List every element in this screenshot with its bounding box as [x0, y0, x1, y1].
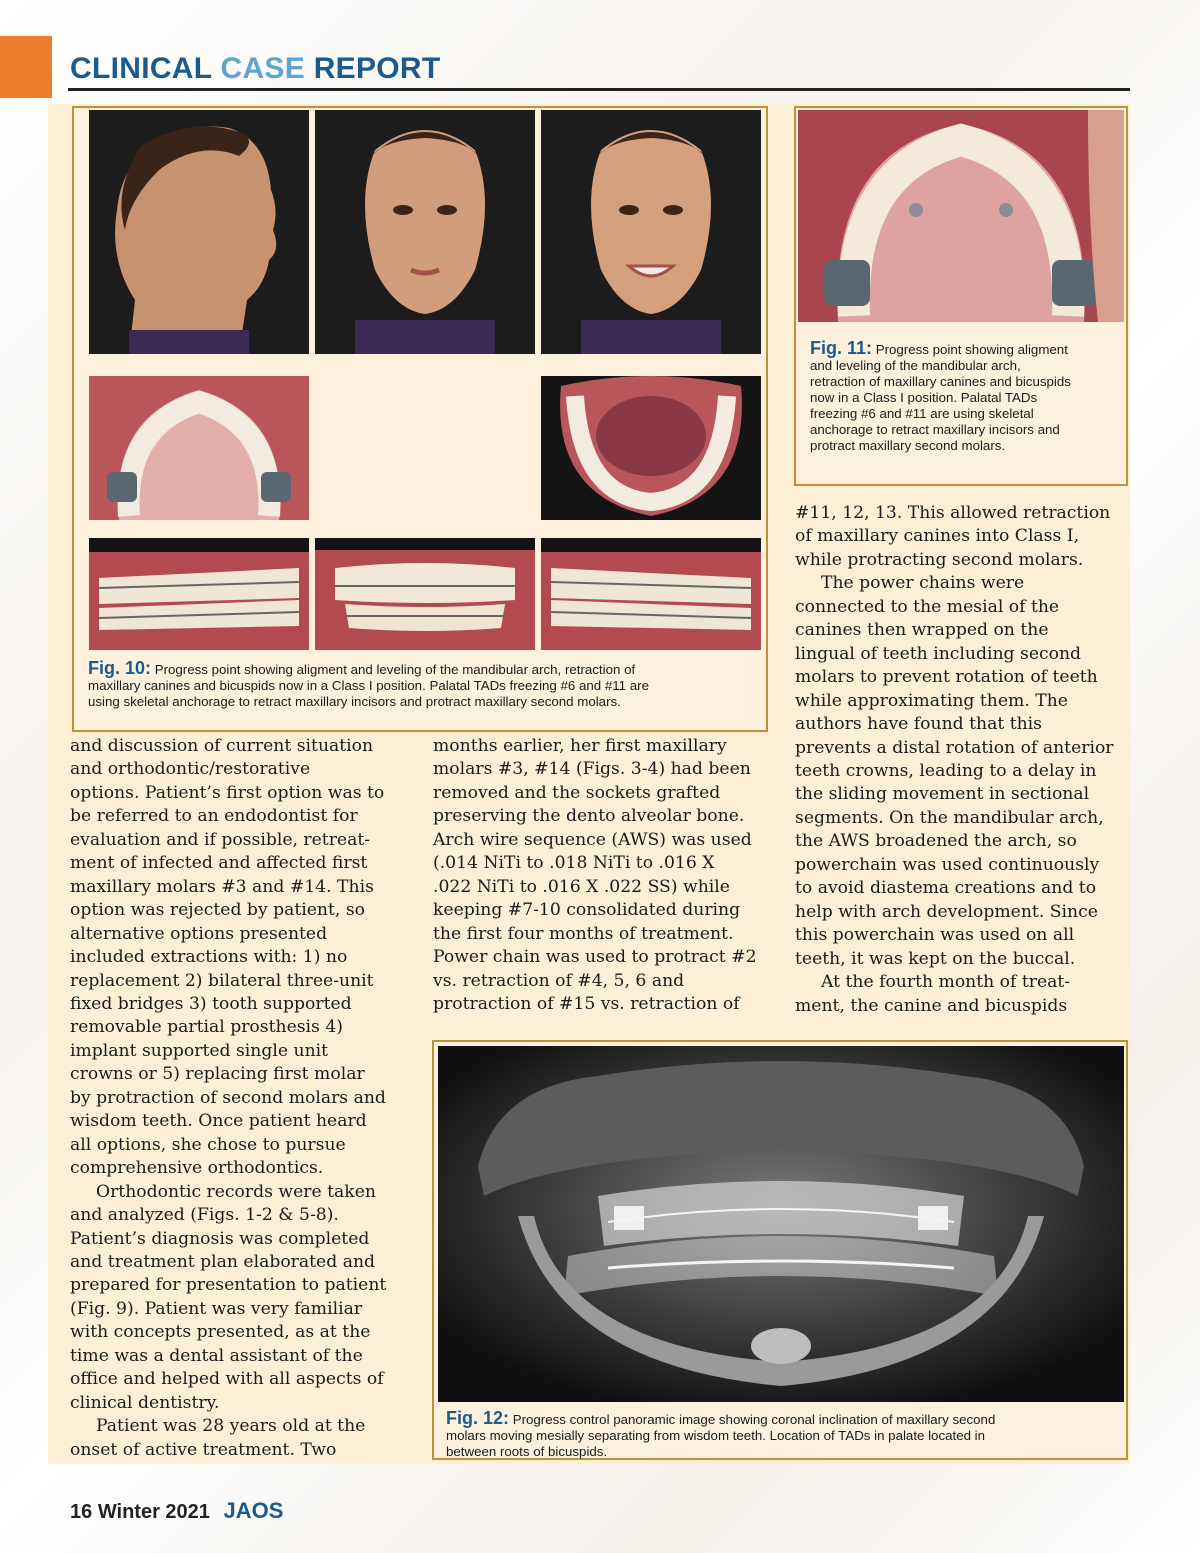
upper-occlusal-photo	[89, 376, 309, 520]
body-line: (Fig. 9). Patient was very familiar	[70, 1298, 363, 1319]
body-line: alternative options presented	[70, 923, 328, 944]
body-line: and orthodontic/restorative	[70, 759, 311, 780]
figure-12-caption	[446, 1410, 1122, 1460]
lower-occlusal-photo	[541, 376, 761, 520]
body-line: vs. retraction of #4, 5, 6 and	[433, 970, 685, 991]
figure-11	[794, 106, 1128, 486]
header-word-clinical: CLINICAL	[70, 52, 212, 85]
figure-10-caption-line: using skeletal anchorage to retract maxillary incisors and protract maxillary second molars.	[88, 694, 621, 709]
panoramic-xray	[438, 1046, 1124, 1402]
body-line: help with arch development. Since	[795, 901, 1098, 922]
body-line: clinical dentistry.	[70, 1392, 220, 1413]
body-column-3	[795, 502, 1135, 1018]
facial-profile-photo	[89, 110, 309, 354]
body-line: Patient’s diagnosis was completed	[70, 1228, 370, 1249]
body-line: .022 NiTi to .016 X .022 SS) while	[433, 876, 730, 897]
body-line: maxillary molars #3 and #14. This	[70, 876, 374, 897]
body-line: all options, she chose to pursue	[70, 1134, 346, 1155]
figure-10-caption	[88, 660, 768, 710]
figure-11-label: Fig. 11:	[810, 338, 873, 358]
body-line: molars to prevent rotation of teeth	[795, 667, 1098, 688]
body-line: this powerchain was used on all	[795, 925, 1075, 946]
body-line: ment, the canine and bicuspids	[795, 995, 1068, 1016]
figure-11-caption-line: retraction of maxillary canines and bicuspids	[810, 374, 1071, 389]
body-line: replacement 2) bilateral three-unit	[70, 970, 374, 991]
figure-11-caption-line: Progress point showing aligment	[875, 342, 1068, 357]
body-line: by protraction of second molars and	[70, 1087, 386, 1108]
facial-frontal-photo	[315, 110, 535, 354]
body-column-1	[70, 735, 420, 1462]
body-line: protraction of #15 vs. retraction of	[433, 993, 740, 1014]
body-line: the AWS broadened the arch, so	[795, 831, 1077, 852]
body-line: prevents a distal rotation of anterior	[795, 737, 1114, 758]
figure-12-caption-line: Progress control panoramic image showing coronal inclination of maxillary second	[512, 1412, 996, 1427]
body-line: the sliding movement in sectional	[795, 784, 1090, 805]
body-line: be referred to an endodontist for	[70, 806, 358, 827]
body-line: authors have found that this	[795, 714, 1043, 735]
body-line: connected to the mesial of the	[795, 596, 1060, 617]
header-word-case: CASE	[220, 52, 306, 85]
body-line: and treatment plan elaborated and	[70, 1251, 376, 1272]
figure-11-caption-line: now in a Class I position. Palatal TADs	[810, 390, 1038, 405]
header-rule	[68, 88, 1130, 91]
body-line: the first four months of treatment.	[433, 923, 734, 944]
right-buccal-photo	[89, 538, 309, 650]
body-line: and analyzed (Figs. 1-2 & 5-8).	[70, 1205, 339, 1226]
figure-12-label: Fig. 12:	[446, 1408, 510, 1428]
page-footer	[70, 1498, 283, 1524]
body-line: canines then wrapped on the	[795, 620, 1049, 641]
journal-brand: JAOS	[223, 1498, 284, 1523]
body-line: ment of infected and affected first	[70, 853, 368, 874]
body-line: comprehensive orthodontics.	[70, 1158, 324, 1179]
body-line: onset of active treatment. Two	[70, 1439, 337, 1460]
figure-11-caption-line: anchorage to retract maxillary incisors and	[810, 422, 1060, 437]
figure-10	[72, 106, 768, 732]
body-line: teeth crowns, leading to a delay in	[795, 760, 1097, 781]
body-line: while approximating them. The	[795, 690, 1068, 711]
body-line: Arch wire sequence (AWS) was used	[433, 829, 752, 850]
upper-arch-palatal-photo	[798, 110, 1124, 322]
body-line: Power chain was used to protract #2	[433, 947, 757, 968]
body-line: At the fourth month of treat-	[821, 972, 1071, 993]
figure-11-caption-line: protract maxillary second molars.	[810, 438, 1006, 453]
body-line: (.014 NiTi to .018 NiTi to .016 X	[433, 853, 715, 874]
figure-10-caption-line: maxillary canines and bicuspids now in a Class I position. Palatal TADs freezing #6 and #11 are	[88, 678, 649, 693]
header-word-report: REPORT	[313, 52, 441, 85]
section-color-tab	[0, 36, 52, 98]
body-line: removed and the sockets grafted	[433, 782, 721, 803]
body-line: The power chains were	[821, 573, 1025, 594]
body-line: to avoid diastema creations and to	[795, 878, 1097, 899]
body-line: office and helped with all aspects of	[70, 1369, 384, 1390]
figure-12-caption-line: molars moving mesially separating from wisdom teeth. Location of TADs in palate located in	[446, 1428, 986, 1443]
body-line: time was a dental assistant of the	[70, 1345, 363, 1366]
body-line: molars #3, #14 (Figs. 3-4) had been	[433, 759, 751, 780]
body-line: teeth, it was kept on the buccal.	[795, 948, 1076, 969]
body-line: implant supported single unit	[70, 1040, 329, 1061]
left-buccal-photo	[541, 538, 761, 650]
body-line: segments. On the mandibular arch,	[795, 807, 1104, 828]
body-line: wisdom teeth. Once patient heard	[70, 1111, 367, 1132]
body-line: keeping #7-10 consolidated during	[433, 900, 741, 921]
figure-10-label: Fig. 10:	[88, 658, 152, 678]
page-number: 16	[70, 1501, 93, 1523]
body-line: #11, 12, 13. This allowed retraction	[795, 503, 1111, 523]
frontal-intraoral-photo	[315, 538, 535, 650]
body-line: with concepts presented, as at the	[70, 1322, 371, 1343]
figure-10-caption-line: Progress point showing aligment and leveling of the mandibular arch, retraction of	[154, 662, 636, 677]
body-line: lingual of teeth including second	[795, 643, 1082, 664]
body-line: Patient was 28 years old at the	[96, 1416, 366, 1437]
facial-smile-photo	[541, 110, 761, 354]
body-line: crowns or 5) replacing first molar	[70, 1064, 365, 1085]
body-line: evaluation and if possible, retreat-	[70, 829, 371, 850]
body-line: powerchain was used continuously	[795, 854, 1100, 875]
body-line: Orthodontic records were taken	[96, 1181, 376, 1202]
section-header	[70, 52, 441, 86]
body-column-2	[433, 735, 773, 1016]
issue-label: Winter 2021	[97, 1501, 210, 1523]
figure-11-caption-line: freezing #6 and #11 are using skeletal	[810, 406, 1034, 421]
body-line: prepared for presentation to patient	[70, 1275, 387, 1296]
figure-12	[432, 1040, 1128, 1460]
body-line: preserving the dento alveolar bone.	[433, 806, 745, 827]
figure-12-caption-line: between roots of bicuspids.	[446, 1444, 608, 1459]
body-line: while protracting second molars.	[795, 549, 1084, 570]
body-line: included extractions with: 1) no	[70, 947, 348, 968]
body-line: fixed bridges 3) tooth supported	[70, 993, 352, 1014]
figure-11-caption-line: and leveling of the mandibular arch,	[810, 358, 1021, 373]
body-line: of maxillary canines into Class I,	[795, 526, 1080, 547]
body-line: options. Patient’s first option was to	[70, 782, 385, 803]
body-line: and discussion of current situation	[70, 736, 374, 756]
figure-11-caption	[810, 340, 1126, 454]
body-line: months earlier, her first maxillary	[433, 736, 727, 756]
body-line: option was rejected by patient, so	[70, 900, 366, 921]
body-line: removable partial prosthesis 4)	[70, 1017, 343, 1038]
